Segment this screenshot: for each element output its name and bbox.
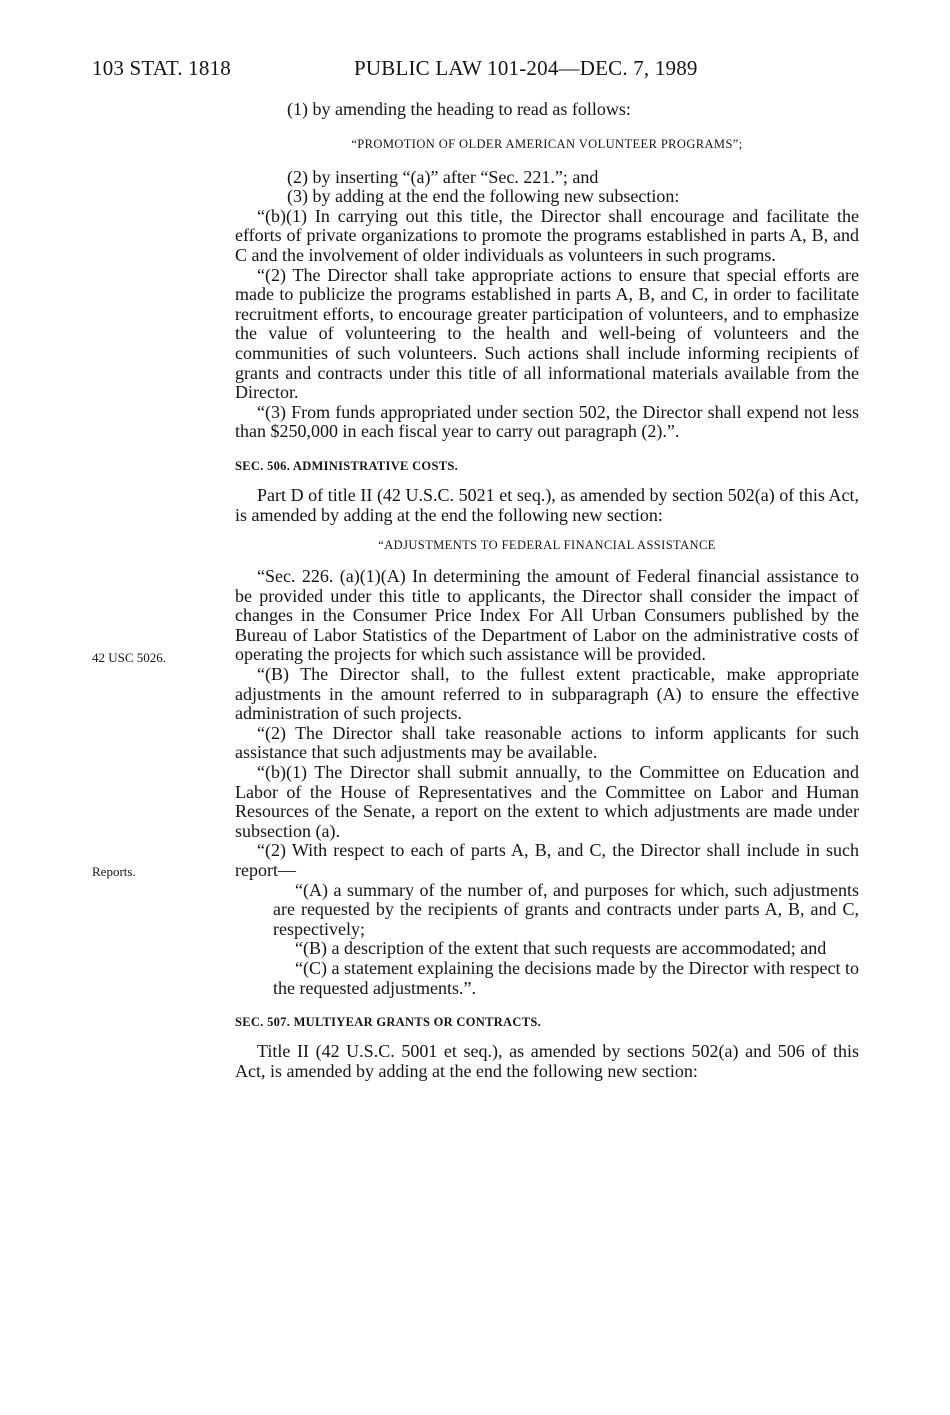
sec226-b2B: “(B) a description of the extent that such requests are accommodated; and <box>295 938 827 959</box>
sec507-intro: Title II (42 U.S.C. 5001 et seq.), as amended by sections 502(a) and 506 of this Act, is amended by adding at the end the following new section: <box>235 1041 859 1081</box>
margin-note-usc: 42 USC 5026. <box>92 650 167 665</box>
sec505-amended-heading: “PROMOTION OF OLDER AMERICAN VOLUNTEER PROGRAMS”; <box>351 136 743 151</box>
public-law-title: PUBLIC LAW 101-204—DEC. 7, 1989 <box>354 56 698 80</box>
sec505-subsection-b2: “(2) The Director shall take appropriate actions to ensure that special efforts are made to publicize the programs established in parts A, B, and C, in order to facilitate recruitment efforts, to encourage greater participation of volunteers, and to emphasize the value of volunteering to the health and well-being of volunteers and the communities of such volunteers. Such actions shall include informing recipients of grants and contracts under this title of all informational materials available from the Director. <box>235 264 859 403</box>
sec505-subsection-b3: “(3) From funds appropriated under section 502, the Director shall expend not less than $250,000 in each fiscal year to carry out paragraph (2).”. <box>235 401 859 442</box>
sec505-subsection-b1: “(b)(1) In carrying out this title, the Director shall encourage and facilitate the efforts of private organizations to promote the programs established in parts A, B, and C and the involvement of older individuals as volunteers in such programs. <box>235 205 859 265</box>
sec226-b2: “(2) With respect to each of parts A, B, and C, the Director shall include in such report— <box>235 840 859 880</box>
sec506-subheading: “ADJUSTMENTS TO FEDERAL FINANCIAL ASSISTANCE <box>378 538 716 553</box>
sec226-b1: “(b)(1) The Director shall submit annually, to the Committee on Education and Labor of the House of Representatives and the Committee on Labor and Human Resources of the Senate, a report on the extent to which adjustments are made under subsection (a). <box>235 762 859 841</box>
sec505-item-2: (2) by inserting “(a)” after “Sec. 221.”; and <box>287 166 599 187</box>
page-body <box>235 100 859 1081</box>
sec226-a1A: “Sec. 226. (a)(1)(A) In determining the amount of Federal financial assistance to be provided under this title to applicants, the Director shall consider the impact of changes in the Consumer Price Index For All Urban Consumers published by the Bureau of Labor Statistics of the Department of Labor on the administrative costs of operating the projects for which such assistance will be provided. <box>235 566 859 665</box>
sec505-item-3: (3) by adding at the end the following new subsection: <box>287 186 680 207</box>
statute-citation: 103 STAT. 1818 <box>92 56 231 80</box>
margin-note-reports: Reports. <box>92 864 136 879</box>
sec506-intro: Part D of title II (42 U.S.C. 5021 et seq.), as amended by section 502(a) of this Act, is amended by adding at the end the following new section: <box>235 484 859 525</box>
sec507-heading: SEC. 507. MULTIYEAR GRANTS OR CONTRACTS. <box>235 1015 542 1030</box>
sec505-item-1: (1) by amending the heading to read as follows: <box>287 99 631 119</box>
sec226-a1B: “(B) The Director shall, to the fullest extent practicable, make appropriate adjustments in the amount referred to in subparagraph (A) to ensure the effective administration of such projects. <box>235 664 859 724</box>
sec226-b2-subparagraphs <box>273 881 859 999</box>
sec506-heading: SEC. 506. ADMINISTRATIVE COSTS. <box>235 458 459 473</box>
sec226-b2A: “(A) a summary of the number of, and purposes for which, such adjustments are requested by the recipients of grants and contracts under parts A, B, and C, respectively; <box>273 879 859 939</box>
page-header <box>92 56 752 86</box>
sec226-b2C: “(C) a statement explaining the decisions made by the Director with respect to the requested adjustments.”. <box>273 957 859 998</box>
sec226-a2: “(2) The Director shall take reasonable actions to inform applicants for such assistance that such adjustments may be available. <box>235 722 859 763</box>
